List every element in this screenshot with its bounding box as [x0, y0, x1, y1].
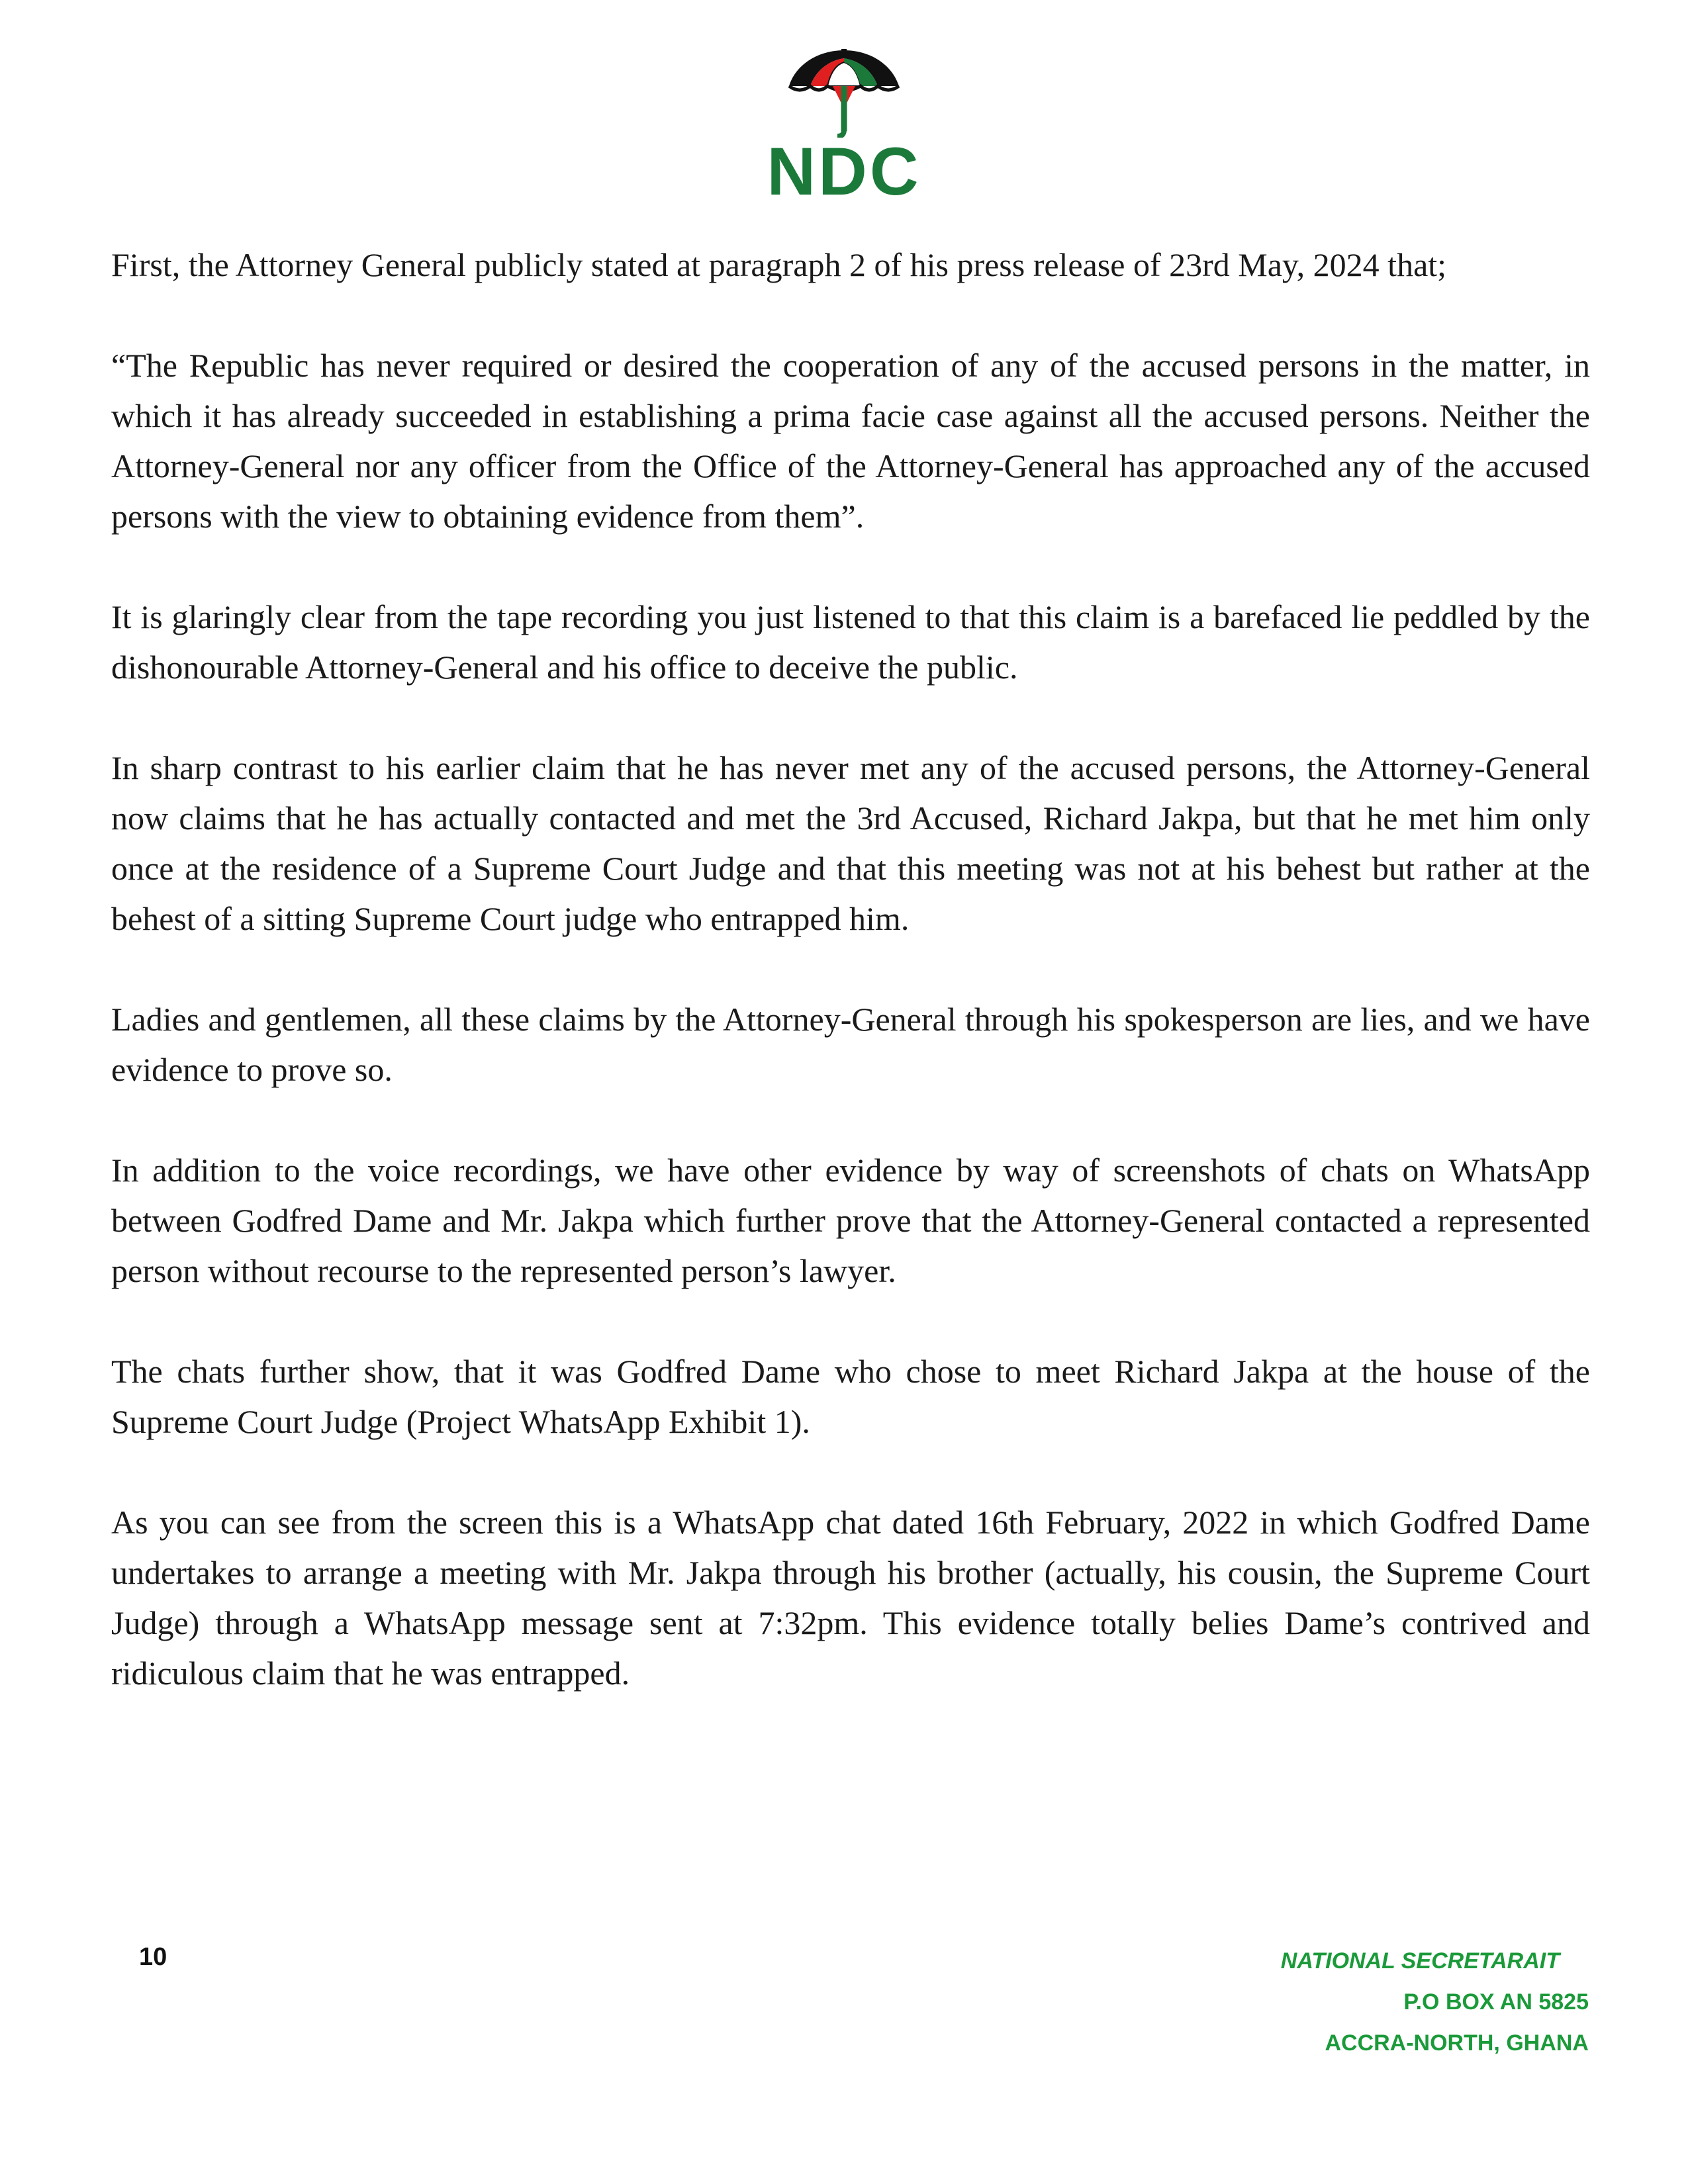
address-line-2: P.O BOX AN 5825	[1403, 1989, 1589, 2015]
umbrella-icon	[755, 45, 933, 138]
paragraph: It is glaringly clear from the tape recording you just listened to that this claim is a barefaced lie peddled by the dishonourable Attorney-General and his office to deceive the public.	[111, 598, 1590, 686]
page-number: 10	[139, 1943, 167, 1971]
address-line-3: ACCRA-NORTH, GHANA	[1325, 2030, 1589, 2056]
paragraph: In sharp contrast to his earlier claim that he has never met any of the accused persons, the Attorney-General now claims that he has actually contacted and met the 3rd Accused, Richard Jakpa, but that he met him only once at the residence of a Supreme Court Judge and that this meeting was not at his behest but rather at the behest of a sitting Supreme Court judge who entrapped him.	[111, 749, 1590, 937]
quoted-paragraph: “The Republic has never required or desired the cooperation of any of the accused persons in the matter, in which it has already succeeded in establishing a prima facie case against all the accused persons. Neither the Attorney-General nor any officer from the Office of the Attorney-General has approached any of the accused persons with the view to obtaining evidence from them”.	[111, 347, 1590, 535]
paragraph: The chats further show, that it was Godfred Dame who chose to meet Richard Jakpa at the house of the Supreme Court Judge (Project WhatsApp Exhibit 1).	[111, 1353, 1590, 1440]
footer-address	[1281, 1940, 1589, 2064]
ndc-logo	[755, 45, 933, 209]
paragraph: Ladies and gentlemen, all these claims by the Attorney-General through his spokesperson are lies, and we have evidence to prove so.	[111, 1001, 1590, 1088]
address-line-1: NATIONAL SECRETARAIT	[1280, 1948, 1560, 1974]
document-body	[111, 240, 1590, 1698]
logo-text: NDC	[767, 134, 921, 209]
paragraph: First, the Attorney General publicly stated at paragraph 2 of his press release of 23rd May, 2024 that;	[111, 246, 1447, 283]
paragraph: In addition to the voice recordings, we have other evidence by way of screenshots of chats on WhatsApp between Godfred Dame and Mr. Jakpa which further prove that the Attorney-General contacted a represented person without recourse to the represented person’s lawyer.	[111, 1152, 1590, 1289]
paragraph: As you can see from the screen this is a WhatsApp chat dated 16th February, 2022 in which Godfred Dame undertakes to arrange a meeting with Mr. Jakpa through his brother (actually, his cousin, the Supreme Court Judge) through a WhatsApp message sent at 7:32pm. This evidence totally belies Dame’s contrived and ridiculous claim that he was entrapped.	[111, 1504, 1590, 1692]
